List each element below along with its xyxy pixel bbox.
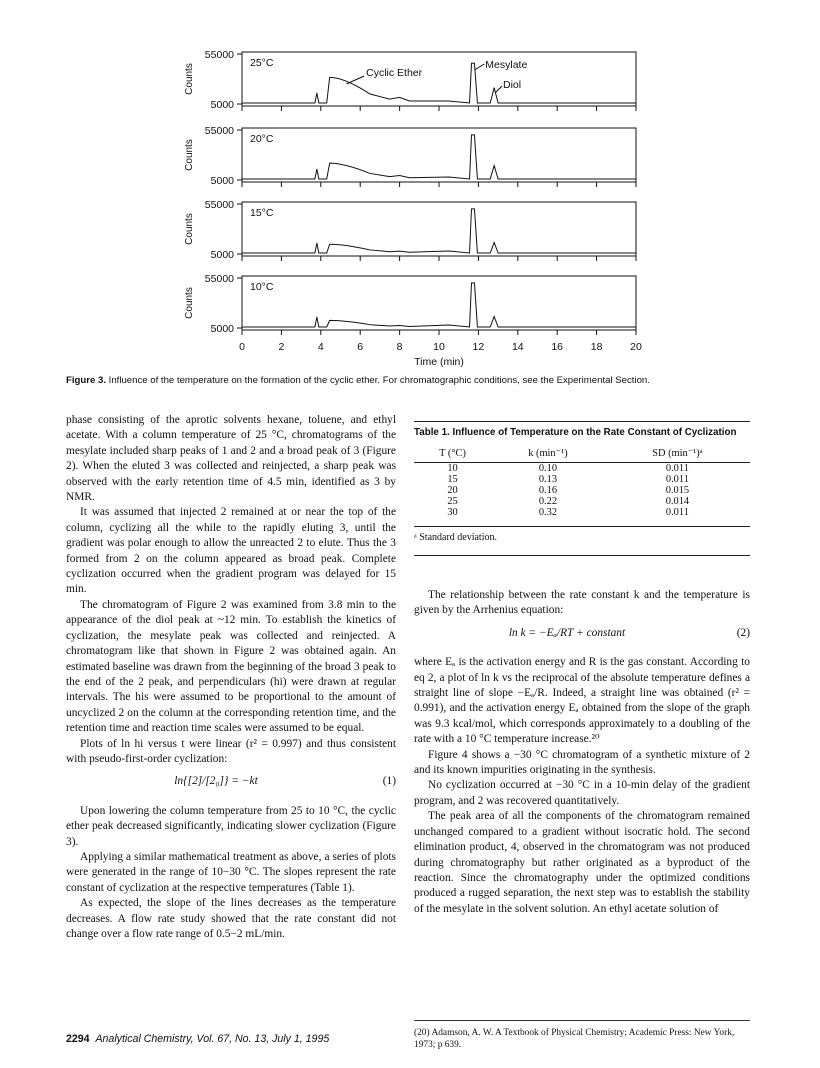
cell-temp: 20	[447, 485, 458, 496]
equation-2-body: ln k = −Eₐ/RT + constant	[508, 626, 626, 639]
panel-frame	[242, 52, 636, 106]
y-tick-label-top: 55000	[204, 49, 234, 61]
y-tick-label-bottom: 5000	[210, 175, 234, 187]
x-tick-label: 12	[472, 341, 485, 353]
chromatogram-panel	[184, 199, 636, 261]
equation-2-number: (2)	[736, 626, 750, 639]
chromatogram-trace	[242, 135, 636, 179]
y-axis-label: Counts	[184, 213, 195, 245]
table-footnote: ᵃ Standard deviation.	[414, 526, 750, 543]
cell-k: 0.22	[538, 496, 558, 507]
y-tick-label-top: 55000	[204, 125, 234, 137]
left-paragraph-1: phase consisting of the aprotic solvents hexane, toluene, and ethyl acetate. With a column temperature of 25 °C, chromatograms of the mesylate included sharp peaks of 1 and 2 and a broad peak of 3 (Figure 2). When the eluted 3 was collected and reinjected, a sharp peak was observed with the early retention time of 4.5 min, identified as 3 by NMR.	[66, 414, 396, 504]
cell-temp: 10	[447, 463, 458, 474]
x-tick-label: 16	[551, 341, 564, 353]
x-tick-label: 2	[278, 341, 285, 353]
chromatogram-panel	[184, 125, 636, 187]
figure-caption-label: Figure 3.	[66, 375, 106, 386]
y-axis-label: Counts	[184, 139, 195, 171]
right-paragraph-3: Figure 4 shows a −30 °C chromatogram of a synthetic mixture of 2 and its known impurities originating in the synthesis.	[414, 748, 750, 777]
panel-temperature-label: 15°C	[250, 207, 274, 219]
y-axis-label: Counts	[184, 63, 195, 95]
chromatogram-panel	[184, 49, 636, 111]
y-axis-label: Counts	[184, 287, 195, 319]
right-paragraph-5: The peak area of all the components of the chromatogram remained unchanged compared to a gradient without isocratic hold. The second elimination product, 4, observed in the chromatogram was not produced during chromatography but rather originated as a byproduct of the reaction. Since the chromatography under the optimized conditions produced a rugged separation, the next step was to establish the stability of the mesylate in the solvent solution. An ethyl acetate solution of	[414, 810, 750, 915]
page-number: 2294	[66, 1033, 90, 1045]
cell-sd: 0.014	[665, 496, 690, 507]
figure-caption-text: Influence of the temperature on the formation of the cyclic ether. For chromatographic conditions, see the Experimental Section.	[108, 375, 650, 386]
cell-temp: 25	[447, 496, 458, 507]
table-title: Table 1. Influence of Temperature on the Rate Constant of Cyclization	[414, 427, 737, 438]
chromatogram-trace	[242, 63, 636, 103]
mesylate-pointer	[474, 64, 484, 70]
chromatogram-figure	[0, 0, 820, 372]
chromatogram-trace	[242, 209, 636, 253]
annotation-cyclic-ether: Cyclic Ether	[366, 67, 423, 79]
x-tick-label: 0	[239, 341, 245, 353]
cell-k: 0.16	[538, 485, 558, 496]
left-paragraph-3: The chromatogram of Figure 2 was examined from 3.8 min to the appearance of the diol peak at ~12 min. To establish the kinetics of cyclization, the mesylate peak was collected and reinjected. A chromatogram like that shown in Figure 2 was obtained again. An estimated baseline was drawn from the beginning of the broad 3 peak to the end of the 2 peak, and perpendiculars (hi) were drawn at regular intervals. The his were assumed to be proportional to the amount of uncyclized 2 on the column at the corresponding retention time, and the retention time and reaction time scales were assumed to be equal.	[66, 598, 396, 735]
equation-2	[414, 626, 750, 641]
annotation-diol: Diol	[503, 79, 522, 91]
table-header-k: k (min⁻¹)	[528, 448, 568, 459]
left-paragraph-5: Upon lowering the column temperature from 25 to 10 °C, the cyclic ether peak decreased significantly, indicating slower cyclization (Figure 3).	[66, 804, 396, 848]
right-paragraph-4: No cyclization occurred at −30 °C in a 10-min delay of the gradient program, and 2 was recovered quantitatively.	[414, 779, 750, 807]
x-tick-label: 14	[511, 341, 524, 353]
x-tick-label: 6	[357, 341, 364, 353]
cell-sd: 0.015	[665, 485, 690, 496]
y-tick-label-top: 55000	[204, 199, 234, 211]
x-tick-label: 18	[590, 341, 603, 353]
journal-citation: Analytical Chemistry, Vol. 67, No. 13, July 1, 1995	[95, 1033, 330, 1045]
cell-temp: 30	[447, 507, 458, 518]
left-paragraph-7: As expected, the slope of the lines decreases as the temperature decreases. A flow rate study showed that the rate constant did not change over a flow rate range of 0.5−2 mL/min.	[66, 897, 396, 940]
cell-sd: 0.011	[665, 507, 689, 518]
equation-1-number: (1)	[382, 775, 396, 788]
table-1	[414, 421, 750, 556]
table-header-sd: SD (min⁻¹)ᵃ	[652, 448, 703, 459]
right-paragraph-2: where Eₐ is the activation energy and R is the gas constant. According to eq 2, a plot of ln k vs the reciprocal of the absolute temperature defines a straight line of slope −Eₐ/R. Indeed, a straight line was obtained (r² = 0.991), and the activation energy Eₐ obtained from the slope of the graph was 9.3 kcal/mol, which corresponds approximately to a doubling of the rate with a 10 °C temperature increase.²⁰	[414, 656, 750, 746]
x-tick-label: 10	[433, 341, 445, 353]
x-tick-label: 4	[317, 341, 324, 353]
x-tick-label: 20	[630, 341, 642, 353]
panel-temperature-label: 10°C	[250, 281, 274, 293]
panel-temperature-label: 25°C	[250, 57, 274, 69]
panel-frame	[242, 276, 636, 330]
cell-k: 0.32	[538, 507, 558, 518]
y-tick-label-bottom: 5000	[210, 249, 234, 261]
reference-footnote: (20) Adamson, A. W. A Textbook of Physical Chemistry; Academic Press: New York, 1973; p 639.	[414, 1020, 750, 1051]
x-axis-label: Time (min)	[414, 356, 464, 368]
table-row	[414, 474, 750, 485]
left-paragraph-4: Plots of ln hi versus t were linear (r² = 0.997) and thus consistent with pseudo-first-order cyclization:	[66, 737, 396, 765]
annotation-mesylate: Mesylate	[485, 59, 528, 71]
panel-temperature-label: 20°C	[250, 133, 274, 145]
table-row	[414, 496, 750, 507]
table-row	[414, 485, 750, 496]
x-tick-label: 8	[396, 341, 403, 353]
left-column	[66, 413, 396, 942]
chromatogram-panel	[184, 273, 636, 335]
panel-frame	[242, 128, 636, 182]
cyclic-ether-pointer	[346, 76, 364, 84]
y-tick-label-top: 55000	[204, 273, 234, 285]
cell-k: 0.13	[538, 474, 558, 485]
y-tick-label-bottom: 5000	[210, 99, 234, 111]
chromatogram-trace	[242, 283, 636, 327]
y-tick-label-bottom: 5000	[210, 323, 234, 335]
table-row	[414, 463, 750, 475]
diol-pointer	[495, 86, 502, 93]
equation-1	[66, 774, 396, 789]
cell-sd: 0.011	[665, 463, 689, 474]
right-column	[414, 588, 750, 917]
equation-1-body: ln{[2]/[2₀]} = −kt	[174, 775, 258, 788]
page-footer	[66, 1033, 329, 1045]
rate-constant-table	[414, 443, 750, 518]
cell-sd: 0.011	[665, 474, 689, 485]
cell-k: 0.10	[538, 463, 558, 474]
right-paragraph-1: The relationship between the rate constant k and the temperature is given by the Arrhenius equation:	[414, 589, 750, 617]
left-paragraph-6: Applying a similar mathematical treatment as above, a series of plots were generated in the range of 10−30 °C. The slopes represent the rate constant of cyclization at the respective temperatures (Table 1).	[66, 850, 396, 894]
panel-frame	[242, 202, 636, 256]
left-paragraph-2: It was assumed that injected 2 remained at or near the top of the column, cyclizing all the while to the rapidly eluting 3, until the gradient was polar enough to allow the unreacted 2 to elute. Thus the 3 formed from 2 on the column appeared as broad peak. Complete cyclization occurred when the gradient program was delayed for 15 min.	[66, 506, 396, 596]
table-row	[414, 507, 750, 518]
table-header-temp: T (°C)	[439, 447, 466, 459]
figure-caption	[66, 375, 766, 386]
cell-temp: 15	[447, 474, 458, 485]
